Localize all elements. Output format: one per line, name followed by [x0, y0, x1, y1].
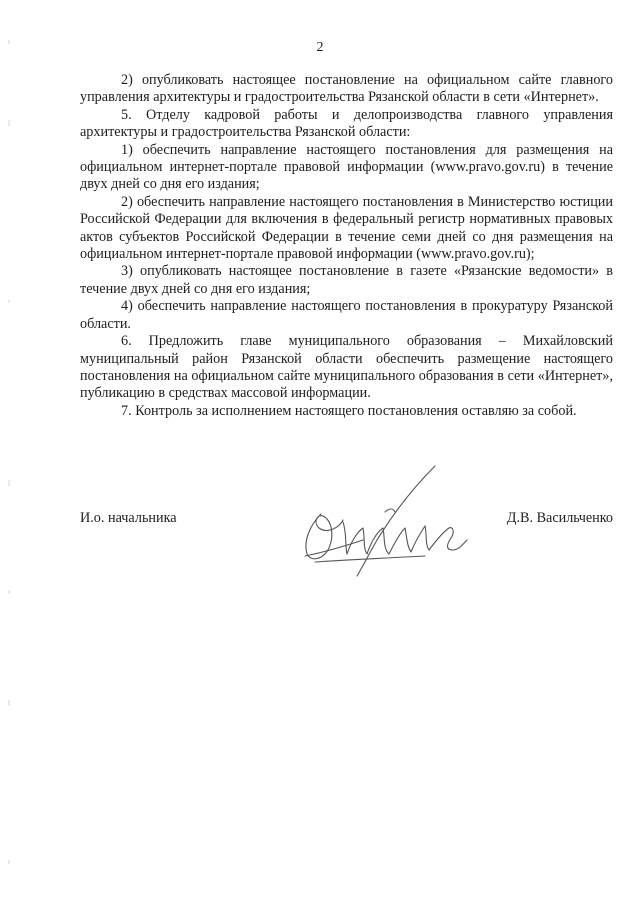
paragraph-item-4-prosecutor: 4) обеспечить направление настоящего постановления в прокуратуру Рязанской области.	[80, 298, 613, 332]
paragraph-item-2-publish-site: 2) опубликовать настоящее постановление на официальном сайте главного управления архитектуры и градостроительства Рязанской области в сети «Интернет».	[80, 72, 613, 106]
paragraph-item-3-newspaper: 3) опубликовать настоящее постановление в газете «Рязанские ведомости» в течение двух дней со дня его издания;	[80, 263, 613, 297]
signer-name: Д.В. Васильченко	[506, 510, 613, 526]
paragraph-section-5: 5. Отделу кадровой работы и делопроизводства главного управления архитектуры и градостроительства Рязанской области:	[80, 106, 613, 141]
paragraph-section-7: 7. Контроль за исполнением настоящего постановления оставляю за собой.	[121, 402, 577, 419]
paragraph-item-2-ministry-justice: 2) обеспечить направление настоящего постановления в Министерство юстиции Российской Федерации для включения в федеральный регистр нормативных правовых актов субъектов Российской Федерации в течение семи дней со дня размещения на официальном интернет-портале правовой информации (www.pravo.gov.ru);	[80, 193, 613, 263]
handwritten-signature-icon	[285, 462, 475, 582]
paragraph-item-1-legal-portal: 1) обеспечить направление настоящего постановления для размещения на официальном интернет-портале правовой информации (www.pravo.gov.ru) в течение двух дней со дня его издания;	[80, 141, 613, 193]
page-number: 2	[316, 40, 324, 55]
signer-title: И.о. начальника	[80, 510, 177, 526]
scan-edge-marks	[8, 0, 10, 905]
paragraph-section-6: 6. Предложить главе муниципального образования – Михайловский муниципальный район Рязанской области обеспечить размещение настоящего постановления на официальном сайте муниципального образования в сети «Интернет», публикацию в средствах массовой информации.	[80, 333, 613, 402]
document-body	[80, 72, 613, 420]
